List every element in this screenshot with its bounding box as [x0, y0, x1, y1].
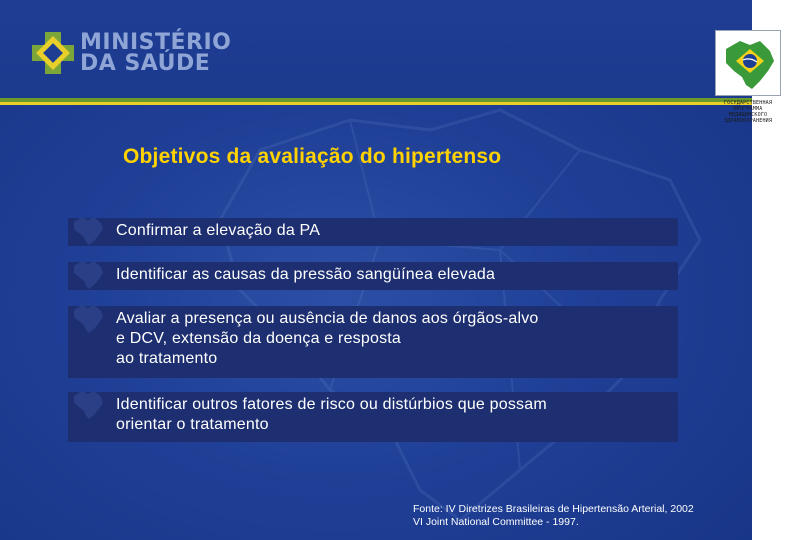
- flag-caption: ГОСУДАРСТВЕННАЯ ПРОГРАММА МЕДИЦИНСКОГО ЗДРАВООХРАНЕНИЯ: [723, 100, 773, 124]
- logo-line-1: MINISTÉRIO: [80, 30, 232, 55]
- bullet-item-2: [68, 262, 678, 290]
- brazil-map-icon: [70, 388, 106, 420]
- bullet-text: Identificar outros fatores de risco ou distúrbios que possam orientar o tratamento: [116, 396, 547, 433]
- bullet-text: Confirmar a elevação da PA: [116, 222, 321, 239]
- bullet-item-4: [68, 392, 678, 442]
- bullet-item-3: [68, 306, 678, 378]
- brazil-map-icon: [70, 258, 106, 290]
- health-cross-icon: [30, 30, 76, 76]
- source-footnote: Fonte: IV Diretrizes Brasileiras de Hipertensão Arterial, 2002 VI Joint National Committee - 1997.: [413, 503, 694, 528]
- brazil-map-flag-icon: [716, 31, 780, 95]
- brazil-flag-card: [715, 30, 781, 96]
- logo-line-2: DA SAÚDE: [80, 51, 211, 76]
- bullet-text: Identificar as causas da pressão sangüínea elevada: [116, 266, 496, 283]
- bullet-item-1: [68, 218, 678, 246]
- bullet-text: Avaliar a presença ou ausência de danos aos órgãos-alvo e DCV, extensão da doença e resposta ao tratamento: [116, 310, 539, 367]
- slide-title: Objetivos da avaliação do hipertenso: [123, 145, 502, 168]
- ministry-logo-text: [80, 32, 280, 74]
- header-rule-yellow: [0, 102, 752, 105]
- brazil-map-icon: [70, 302, 106, 334]
- brazil-map-icon: [70, 214, 106, 246]
